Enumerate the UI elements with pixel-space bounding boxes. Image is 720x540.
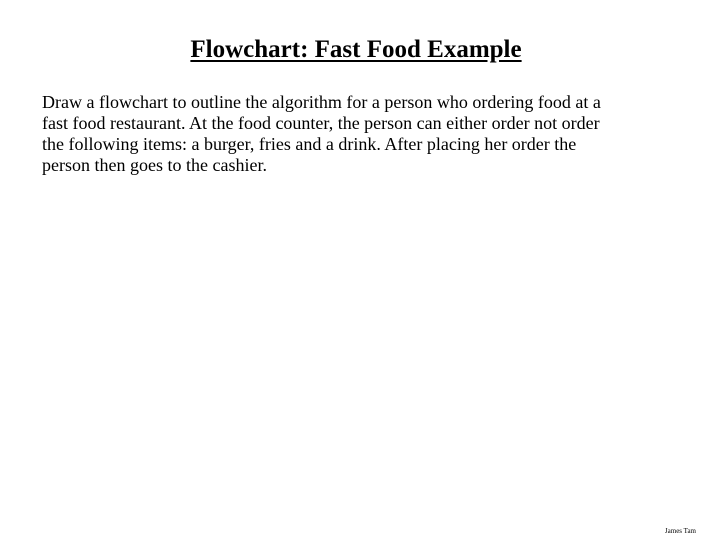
body-line: Draw a flowchart to outline the algorithm for a person who ordering food at a	[42, 92, 601, 112]
body-line: person then goes to the cashier.	[42, 155, 267, 175]
body-line: fast food restaurant. At the food counter, the person can either order not order	[42, 113, 600, 133]
author-footer: James Tam	[664, 527, 696, 535]
slide-body-text	[42, 92, 682, 176]
body-line: the following items: a burger, fries and a drink. After placing her order the	[42, 134, 577, 154]
slide-title: Flowchart: Fast Food Example	[190, 36, 522, 63]
